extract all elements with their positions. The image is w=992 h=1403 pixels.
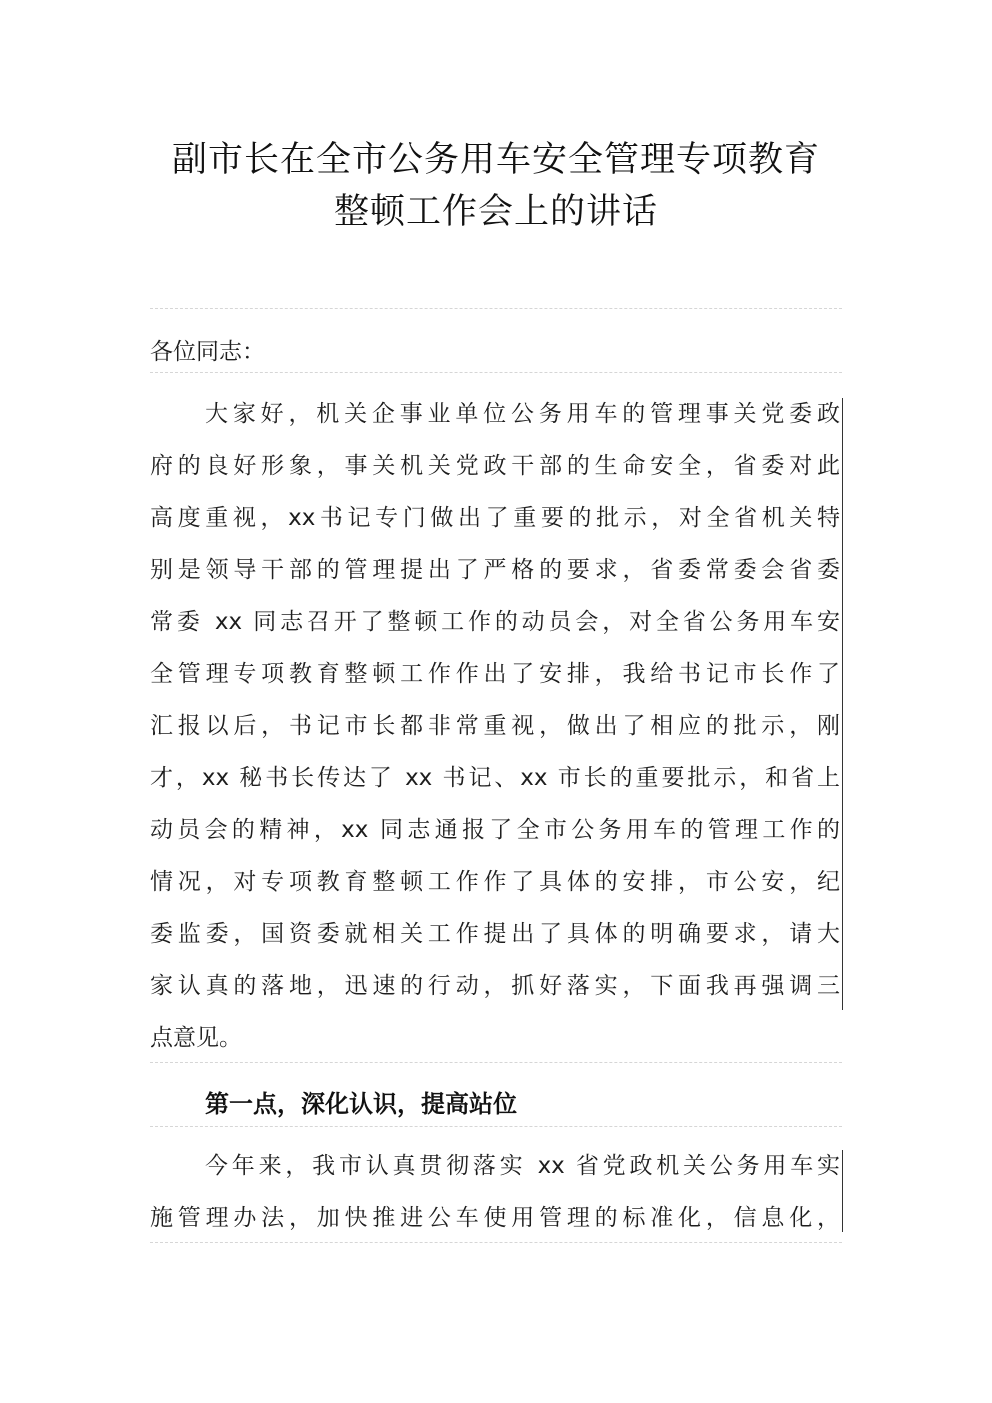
divider: [150, 372, 842, 373]
divider: [150, 1242, 842, 1243]
paragraph-1-line: 才，xx 秘书长传达了 xx 书记、xx 市长的重要批示，和省上: [150, 765, 840, 791]
paragraph-1-line: 全管理专项教育整顿工作作出了安排，我给书记市长作了: [150, 661, 840, 687]
paragraph-2-line: 施管理办法，加快推进公车使用管理的标准化，信息化，: [150, 1205, 840, 1231]
document-title-line-1: 副市长在全市公务用车安全管理专项教育: [171, 140, 820, 180]
text-margin-bar: [842, 1150, 843, 1232]
paragraph-1-line: 别是领导干部的管理提出了严格的要求，省委常委会省委: [150, 557, 840, 583]
paragraph-1-line: 府的良好形象，事关机关党政干部的生命安全，省委对此: [150, 453, 840, 479]
paragraph-1-line: 点意见。: [150, 1025, 242, 1051]
divider: [150, 308, 842, 309]
paragraph-1-line: 大家好，机关企事业单位公务用车的管理事关党委政: [205, 401, 840, 427]
section-heading: 第一点，深化认识，提高站位: [205, 1090, 517, 1118]
paragraph-1-line: 高度重视，xx书记专门做出了重要的批示，对全省机关特: [150, 505, 840, 531]
paragraph-1-line: 汇报以后，书记市长都非常重视，做出了相应的批示，刚: [150, 713, 840, 739]
paragraph-1-line: 动员会的精神，xx 同志通报了全市公务用车的管理工作的: [150, 817, 840, 843]
document-title-line-2: 整顿工作会上的讲话: [333, 192, 658, 232]
paragraph-1-line: 家认真的落地，迅速的行动，抓好落实，下面我再强调三: [150, 973, 840, 999]
paragraph-1-line: 情况，对专项教育整顿工作作了具体的安排，市公安，纪: [150, 869, 840, 895]
salutation: 各位同志：: [150, 339, 265, 365]
paragraph-1-line: 常委 xx 同志召开了整顿工作的动员会，对全省公务用车安: [150, 609, 840, 635]
divider: [150, 1062, 842, 1063]
paragraph-2-line: 今年来，我市认真贯彻落实 xx 省党政机关公务用车实: [205, 1153, 840, 1179]
paragraph-1-line: 委监委，国资委就相关工作提出了具体的明确要求，请大: [150, 921, 840, 947]
divider: [150, 1126, 842, 1127]
text-margin-bar: [842, 398, 843, 1010]
